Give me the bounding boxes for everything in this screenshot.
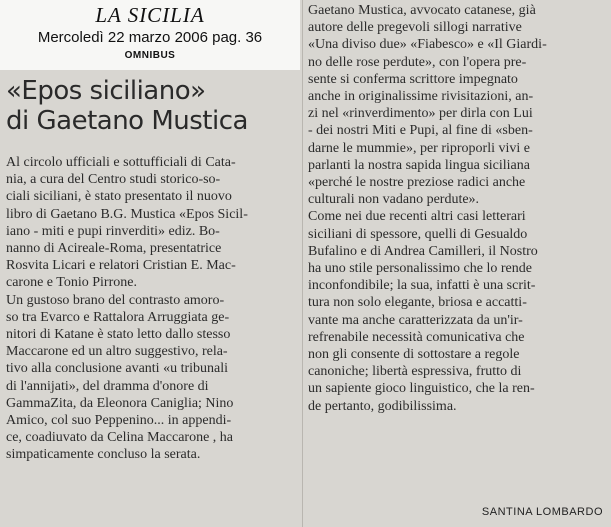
text-line: simpaticamente concluso la serata. [6, 447, 201, 463]
text-line: inconfondibile; la sua, infatti è una scrit- [308, 278, 536, 294]
headline-line: «Epos siciliano» [6, 76, 206, 106]
text-line: so tra Evarco e Rattalora Arruggiata ge- [6, 309, 230, 325]
text-line: Al circolo ufficiali e sottufficiali di Cata- [6, 155, 236, 170]
article-body-left [6, 154, 300, 464]
publication-date: Mercoledì 22 marzo 2006 pag. 36 [37, 29, 263, 46]
article-body-right [308, 2, 610, 415]
text-line: no delle rose perdute», con l'opera pre- [308, 54, 527, 70]
text-line: non gli consente di sottostare a regole [308, 347, 520, 363]
column-divider [302, 0, 303, 527]
text-line: GammaZita, da Eleonora Caniglia; Nino [6, 395, 234, 411]
author-signature: SANTINA LOMBARDO [481, 506, 603, 518]
text-line: un sapiente gioco linguistico, che la ren- [308, 381, 535, 397]
text-line: iano - miti e pupi rinverditi» ediz. Bo- [6, 223, 220, 239]
text-line: Rosvita Licari e relatori Cristian E. Mac- [6, 258, 236, 274]
text-line: Amico, col suo Peppenino... in appendi- [6, 413, 232, 429]
text-line: autore delle pregevoli sillogi narrative [308, 20, 522, 36]
text-line: anche in originalissime rivisitazioni, an- [308, 89, 534, 105]
text-line: «Una diviso due» «Fiabesco» e «Il Giardi- [308, 37, 547, 53]
text-line: siciliani di spessore, quelli di Gesualdo [308, 226, 528, 242]
text-line: Gaetano Mustica, avvocato catanese, già [308, 3, 536, 18]
text-line: darne le mummie», per riproporli vivi e [308, 140, 530, 156]
text-line: carone e Tonio Pirrone. [6, 275, 137, 291]
text-line: parlanti la nostra sapida lingua siciliana [308, 157, 530, 173]
text-line: ce, coadiuvato da Celina Maccarone , ha [6, 430, 234, 446]
text-line: culturali non vadano perdute». [308, 192, 480, 208]
text-line: de pertanto, godibilissima. [308, 398, 457, 414]
text-line: refrenabile necessità comunicativa che [308, 329, 525, 345]
text-line: di l'annijati», del dramma d'onore di [6, 378, 209, 394]
text-line: Un gustoso brano del contrasto amoro- [6, 292, 225, 308]
text-line: tivo alla conclusione avanti «u tribunali [6, 361, 228, 377]
text-line: tura non solo elegante, briosa e accatti- [308, 295, 527, 311]
article-headline [6, 76, 298, 136]
text-line: zi nel «rinverdimento» per dirla con Lui [308, 106, 533, 122]
text-line: libro di Gaetano B.G. Mustica «Epos Sicil- [6, 206, 248, 222]
text-line: nanno di Acireale-Roma, presentatrice [6, 241, 222, 257]
text-line: ha uno stile personalissimo che lo rende [308, 261, 532, 277]
text-line: «perché le nostre preziose radici anche [308, 175, 526, 191]
headline-line: di Gaetano Mustica [6, 106, 248, 136]
text-line: Come nei due recenti altri casi letterari [308, 209, 526, 225]
newspaper-name: LA SICILIA [95, 3, 205, 27]
text-line: Bufalino e di Andrea Camilleri, il Nostro [308, 243, 538, 259]
section-name: OMNIBUS [124, 50, 176, 61]
text-line: canoniche; libertà espressiva, frutto di [308, 364, 522, 380]
text-line: nia, a cura del Centro studi storico-so- [6, 172, 221, 188]
text-line: sente si conferma scrittore impegnato [308, 71, 518, 87]
left-column [0, 0, 300, 527]
text-line: nitori di Katane è stato letto dallo stesso [6, 327, 231, 343]
text-line: ciali siciliani, è stato presentato il nuovo [6, 189, 232, 205]
text-line: Maccarone ed un altro suggestivo, rela- [6, 344, 228, 360]
text-line: - dei nostri Miti e Pupi, al fine di «sben- [308, 123, 533, 139]
text-line: vante ma anche caratterizzata da un'ir- [308, 312, 523, 328]
right-column [305, 0, 611, 527]
masthead [0, 0, 300, 70]
